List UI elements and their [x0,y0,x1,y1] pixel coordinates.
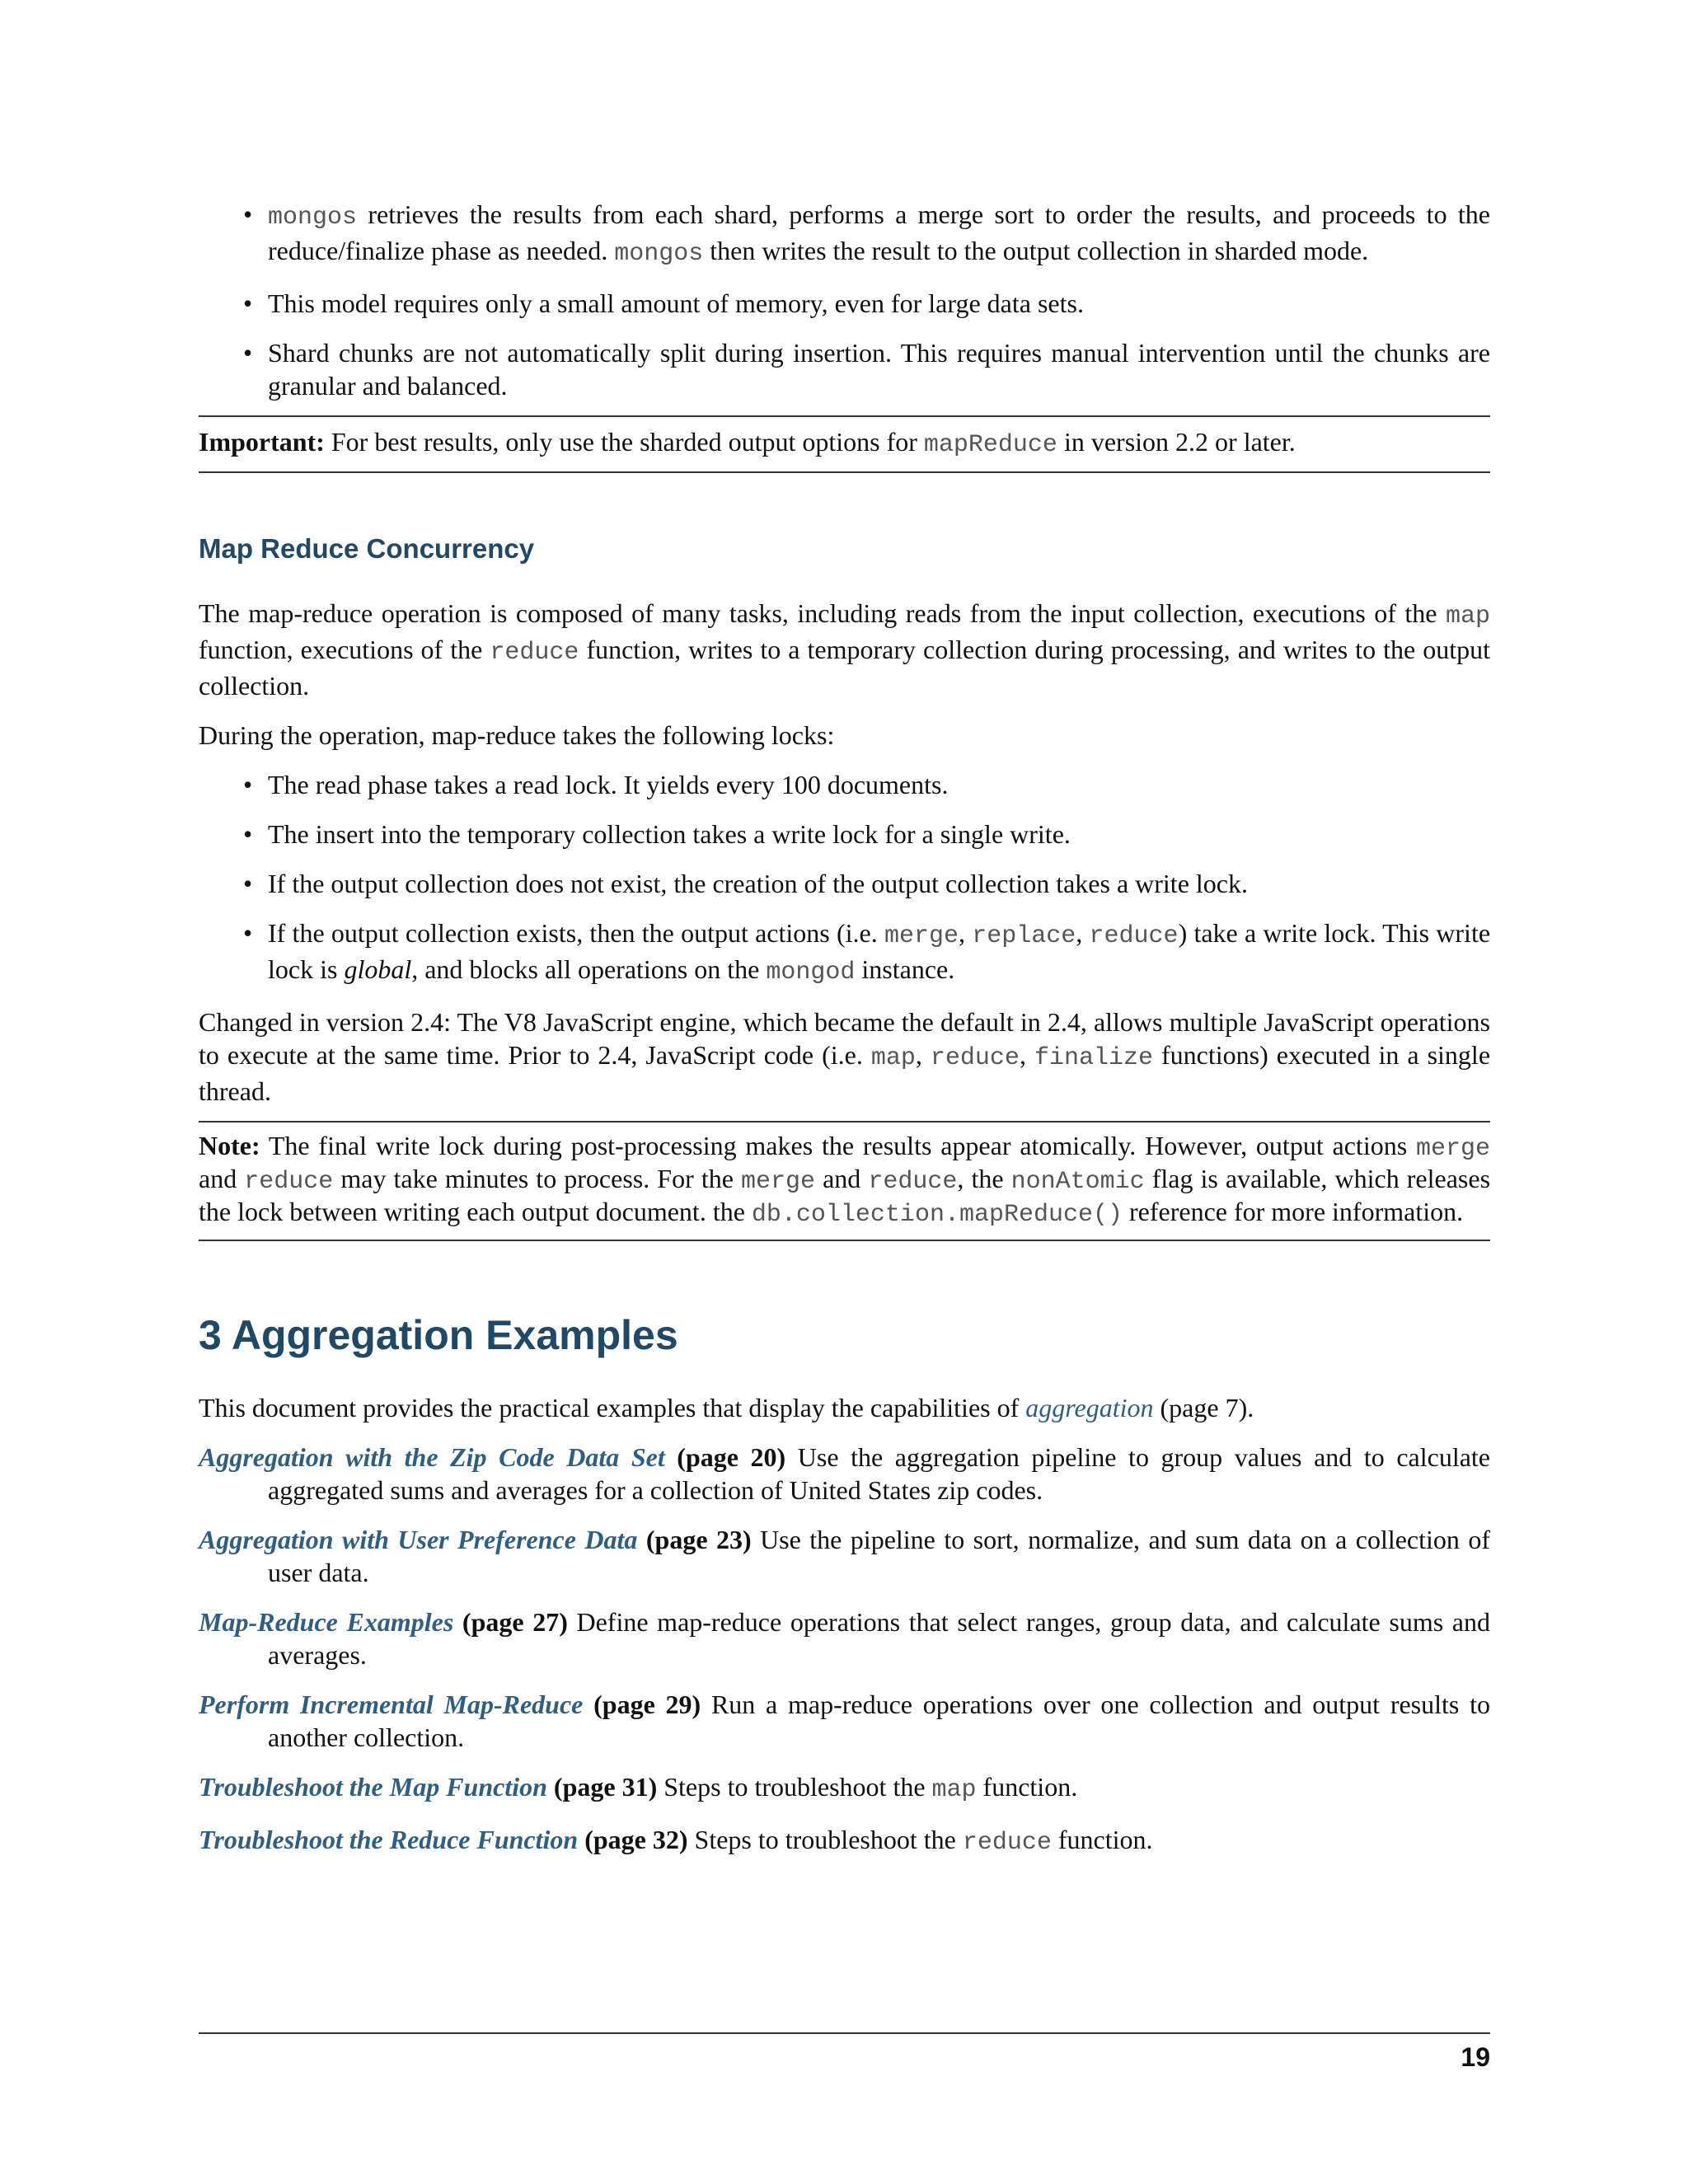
list-item [199,916,1490,989]
inline-code: reduce [962,1829,1052,1857]
footer-divider [199,2032,1490,2034]
version-change-paragraph [199,1005,1490,1108]
list-text: retrieves the results from each shard, performs a merge sort to order the results, and proceeds to the reduce/finalize phase as needed. [268,199,1490,265]
admonition-text: flag is available, which releases the lock between writing each output document. the [199,1164,1491,1226]
list-text: , [1076,918,1090,948]
aggregation-link[interactable]: aggregation [1025,1393,1154,1422]
inline-code: map [1445,602,1490,630]
section-heading: 3 Aggregation Examples [199,1312,678,1358]
inline-code: db.collection.mapReduce() [751,1201,1123,1229]
inline-code: reduce [1089,922,1179,950]
inline-code: mongod [766,958,856,987]
page-reference: (page 31) [546,1772,658,1802]
troubleshoot-map-link[interactable]: Troubleshoot the Map Function [199,1772,547,1802]
admonition-text: in version 2.2 or later. [1057,427,1296,457]
list-item [199,198,1490,270]
inline-code: reduce [490,639,579,667]
page-content [199,198,1490,1876]
admonition-text: may take minutes to process. For the [333,1164,741,1193]
paragraph: During the operation, map-reduce takes the following locks: [199,720,835,750]
paragraph-text: (page 7). [1153,1393,1254,1422]
bullet-icon: • [243,199,253,229]
inline-code: reduce [244,1168,334,1196]
note-admonition [199,1121,1490,1241]
important-admonition [199,415,1490,473]
page-reference: (page 29) [583,1690,701,1719]
paragraph-text: This document provides the practical examples that display the capabilities of [199,1393,1026,1422]
user-preference-example-link[interactable]: Aggregation with User Preference Data [199,1525,638,1554]
locks-list [199,768,1490,989]
page-reference: (page 23) [637,1525,752,1554]
list-text: , and blocks all operations on the [411,954,767,984]
sharded-output-bullets [199,198,1490,402]
page-reference: (page 27) [453,1607,568,1637]
list-item [199,768,1490,801]
list-item [199,1688,1490,1754]
inline-code: mapReduce [923,431,1057,459]
paragraph-text: function, writes to a temporary collection during processing, and writes to the output collection. [199,635,1491,701]
paragraph-text: , [1019,1040,1034,1070]
inline-code: nonAtomic [1010,1168,1145,1196]
list-text: The insert into the temporary collection takes a write lock for a single write. [268,819,1071,849]
paragraph-text: functions) executed in a single thread. [199,1040,1491,1106]
inline-code: merge [740,1168,815,1196]
admonition-label: Note: [199,1131,260,1160]
inline-code: reduce [868,1168,958,1196]
list-text: If the output collection does not exist, the creation of the output collection takes a write lock. [268,869,1248,898]
paragraph-text: , [915,1040,931,1070]
list-text: This model requires only a small amount of memory, even for large data sets. [268,288,1084,318]
item-description: Use the aggregation pipeline to group values and to calculate aggregated sums and averages for a collection of United States zip codes. [268,1442,1491,1505]
admonition-text: For best results, only use the sharded output options for [324,427,924,457]
list-item [199,1441,1490,1507]
item-description: Run a map-reduce operations over one collection and output results to another collection. [268,1690,1491,1752]
list-text: The read phase takes a read lock. It yields every 100 documents. [268,770,949,799]
emphasis: global [344,954,412,984]
zip-code-example-link[interactable]: Aggregation with the Zip Code Data Set [199,1442,665,1472]
list-text: instance. [855,954,955,984]
inline-code: replace [972,922,1076,950]
admonition-text: , the [957,1164,1011,1193]
bullet-icon: • [243,288,253,318]
paragraph-text: The map-reduce operation is composed of many tasks, including reads from the input collection, executions of the [199,598,1446,628]
list-item [199,1823,1490,1859]
bullet-icon: • [243,819,253,849]
inline-code: mongos [614,240,704,268]
bullet-icon: • [243,770,253,799]
list-item [199,1605,1490,1671]
list-text: then writes the result to the output collection in sharded mode. [703,236,1369,265]
examples-list [199,1441,1490,1859]
list-item [199,1770,1490,1807]
list-item [199,1523,1490,1589]
troubleshoot-reduce-link[interactable]: Troubleshoot the Reduce Function [199,1825,579,1854]
map-reduce-examples-link[interactable]: Map-Reduce Examples [199,1607,454,1637]
admonition-label: Important: [199,427,325,457]
list-text: , [959,918,973,948]
inline-code: merge [884,922,959,950]
list-text: ) take a write lock. This write lock is [268,918,1491,984]
item-description: function. [976,1772,1078,1802]
paragraph [199,597,1490,702]
subsection-heading: Map Reduce Concurrency [199,533,535,564]
inline-code: mongos [268,204,358,232]
page-reference: (page 20) [664,1442,786,1472]
list-text: Shard chunks are not automatically split during insertion. This requires manual intervention until the chunks are granular and balanced. [268,338,1490,401]
list-item [199,867,1490,900]
page-reference: (page 32) [578,1825,688,1854]
admonition-text: and [199,1164,245,1193]
inline-code: reduce [930,1044,1020,1072]
list-item [199,818,1490,851]
inline-code: finalize [1034,1044,1153,1072]
item-description: Steps to troubleshoot the [657,1772,932,1802]
admonition-text: and [815,1164,869,1193]
admonition-text: reference for more information. [1122,1197,1464,1226]
inline-code: merge [1415,1135,1490,1163]
incremental-map-reduce-link[interactable]: Perform Incremental Map-Reduce [199,1690,584,1719]
paragraph-text: Changed in version 2.4: The V8 JavaScript engine, which became the default in 2.4, allows multiple JavaScript operations to execute at the same time. Prior to 2.4, JavaScript code (i.e. [199,1007,1490,1070]
bullet-icon: • [243,918,253,948]
bullet-icon: • [243,869,253,898]
section-intro [199,1391,1490,1424]
item-description: Define map-reduce operations that select ranges, group data, and calculate sums and averages. [268,1607,1491,1670]
item-description: Steps to troubleshoot the [687,1825,963,1854]
list-item [199,287,1490,320]
item-description: function. [1051,1825,1153,1854]
list-item [199,336,1490,402]
admonition-text: The final write lock during post-processing makes the results appear atomically. However, output actions [260,1131,1416,1160]
inline-code: map [931,1776,977,1804]
page-number: 19 [1461,2042,1490,2072]
item-description: Use the pipeline to sort, normalize, and sum data on a collection of user data. [268,1525,1491,1587]
bullet-icon: • [243,338,253,368]
list-text: If the output collection exists, then the output actions (i.e. [268,918,884,948]
paragraph-text: function, executions of the [199,635,490,664]
inline-code: map [870,1044,916,1072]
